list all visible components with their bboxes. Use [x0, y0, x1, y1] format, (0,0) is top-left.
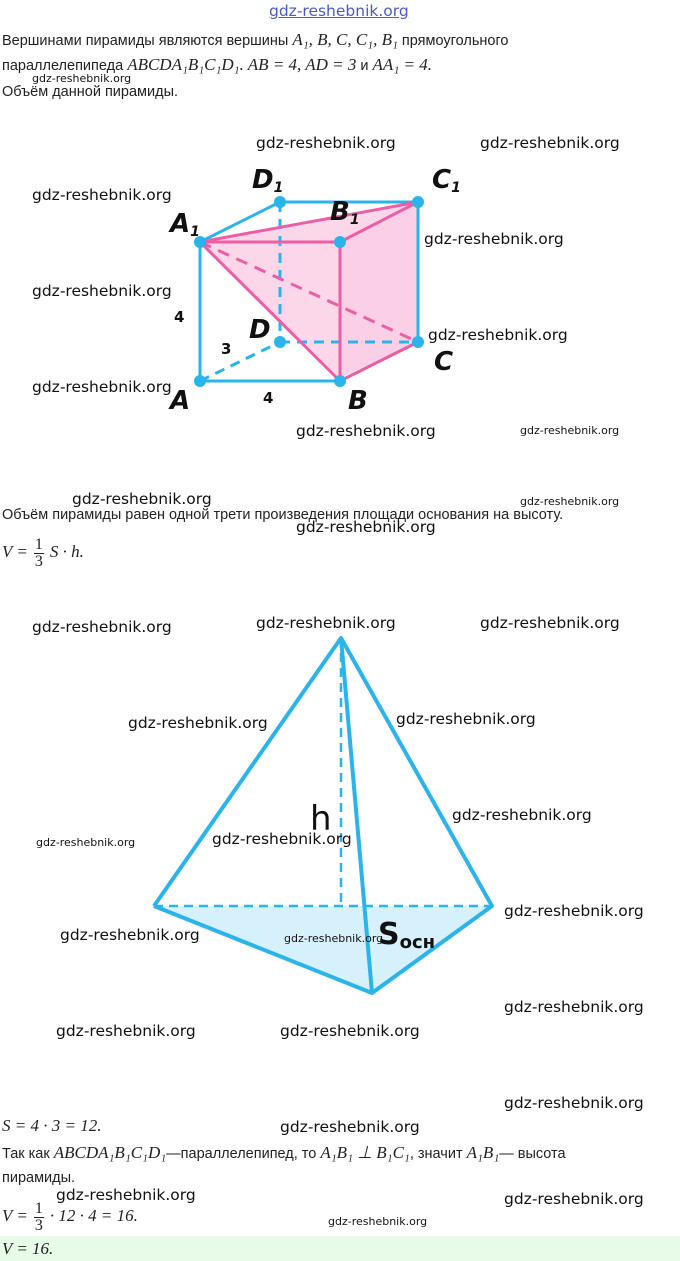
- reason-text: Так как: [2, 1146, 54, 1162]
- problem-text: Вершинами пирамиды являются вершины: [2, 33, 293, 49]
- final-answer: V = 16.: [2, 1239, 54, 1258]
- area-calculation: S = 4 · 3 = 12.: [2, 1116, 102, 1135]
- label-c1: C1: [432, 165, 461, 196]
- watermark: gdz-reshebnik.org: [32, 186, 172, 204]
- watermark: gdz-reshebnik.org: [504, 1094, 644, 1112]
- volume-formula: [2, 532, 84, 572]
- vertex-b: [334, 375, 346, 387]
- problem-text: параллелепипеда: [2, 58, 128, 74]
- problem-line-3: Объём данной пирамиды.: [2, 84, 179, 100]
- label-b1: B1: [330, 197, 360, 228]
- watermark: gdz-reshebnik.org: [296, 422, 436, 440]
- answer-highlight: [0, 1236, 680, 1261]
- fraction-one-third: $\frac{1}{3}$: [34, 1199, 43, 1234]
- watermark: gdz-reshebnik.org: [520, 495, 620, 508]
- watermark: gdz-reshebnik.org: [284, 932, 384, 945]
- watermark: gdz-reshebnik.org: [56, 1022, 196, 1040]
- watermark: gdz-reshebnik.org: [212, 830, 352, 848]
- label-b: B: [348, 386, 368, 416]
- base-fill: [154, 906, 492, 993]
- watermark: gdz-reshebnik.org: [56, 1186, 196, 1204]
- watermark: gdz-reshebnik.org: [36, 836, 136, 849]
- watermark: gdz-reshebnik.org: [428, 326, 568, 344]
- given-height: AA₁ = 4.: [372, 55, 432, 74]
- watermark: gdz-reshebnik.org: [128, 714, 268, 732]
- top-watermark-link[interactable]: gdz-reshebnik.org: [269, 2, 409, 20]
- watermark: gdz-reshebnik.org: [60, 926, 200, 944]
- dim-width: 4: [263, 389, 274, 407]
- watermark: gdz-reshebnik.org: [280, 1022, 420, 1040]
- vertex-c: [412, 336, 424, 348]
- given-dimensions: . AB = 4, AD = 3: [239, 55, 357, 74]
- watermark: gdz-reshebnik.org: [520, 424, 620, 437]
- vertex-a: [194, 375, 206, 387]
- volume-calculation: [2, 1196, 138, 1236]
- fraction-one-third: $\frac{1}{3}$: [34, 535, 43, 570]
- reason-text: — высота: [499, 1146, 566, 1162]
- watermark: gdz-reshebnik.org: [424, 230, 564, 248]
- dim-height: 4: [174, 308, 185, 326]
- box-name: ABCDA₁B₁C₁D₁: [127, 55, 240, 74]
- height-segment: A₁B₁: [466, 1143, 500, 1162]
- watermark: gdz-reshebnik.org: [396, 710, 536, 728]
- reason-text: —параллелепипед, то: [166, 1146, 321, 1162]
- pyramid-vertices: A₁, B, C, C₁, B₁: [292, 30, 398, 49]
- base-area-label: Sосн: [378, 917, 436, 953]
- problem-text: и: [356, 58, 373, 74]
- watermark: gdz-reshebnik.org: [480, 614, 620, 632]
- watermark: gdz-reshebnik.org: [32, 618, 172, 636]
- watermark: gdz-reshebnik.org: [256, 134, 396, 152]
- problem-text: прямоугольного: [397, 33, 509, 49]
- vertex-c1: [412, 196, 424, 208]
- hidden-edge-ad: [200, 342, 280, 381]
- watermark: gdz-reshebnik.org: [32, 72, 132, 85]
- watermark: gdz-reshebnik.org: [504, 902, 644, 920]
- box-name: ABCDA₁B₁C₁D₁: [53, 1143, 167, 1162]
- watermark: gdz-reshebnik.org: [480, 134, 620, 152]
- dim-depth: 3: [221, 340, 232, 358]
- label-c: C: [434, 347, 454, 377]
- formula-text: Объём пирамиды равен одной трети произведения площади основания на высоту.: [2, 507, 564, 523]
- reason-line-2: пирамиды.: [2, 1170, 76, 1186]
- watermark: gdz-reshebnik.org: [296, 518, 436, 536]
- vertex-d1: [274, 196, 286, 208]
- reason-line-1: [2, 1141, 566, 1166]
- problem-line-1: [2, 28, 508, 53]
- watermark: gdz-reshebnik.org: [328, 1215, 428, 1228]
- watermark: gdz-reshebnik.org: [32, 378, 172, 396]
- watermark: gdz-reshebnik.org: [452, 806, 592, 824]
- height-label: h: [310, 799, 332, 839]
- watermark: gdz-reshebnik.org: [256, 614, 396, 632]
- watermark: gdz-reshebnik.org: [504, 998, 644, 1016]
- watermark: gdz-reshebnik.org: [504, 1190, 644, 1208]
- label-d: D: [249, 315, 271, 345]
- label-a: A: [170, 386, 191, 416]
- label-a1: A1: [170, 209, 200, 240]
- reason-text: , значит: [409, 1146, 467, 1162]
- watermark: gdz-reshebnik.org: [32, 282, 172, 300]
- watermark: gdz-reshebnik.org: [280, 1118, 420, 1136]
- perpendicular-statement: A₁B₁ ⊥ B₁C₁: [320, 1143, 410, 1162]
- watermark: gdz-reshebnik.org: [72, 490, 212, 508]
- vertex-d: [274, 336, 286, 348]
- formula-lhs: V =: [2, 542, 28, 561]
- label-d1: D1: [252, 165, 284, 196]
- volume-rhs: · 12 · 4 = 16.: [49, 1206, 138, 1225]
- volume-lhs: V =: [2, 1206, 28, 1225]
- vertex-b1: [334, 236, 346, 248]
- formula-rhs: S · h.: [49, 542, 84, 561]
